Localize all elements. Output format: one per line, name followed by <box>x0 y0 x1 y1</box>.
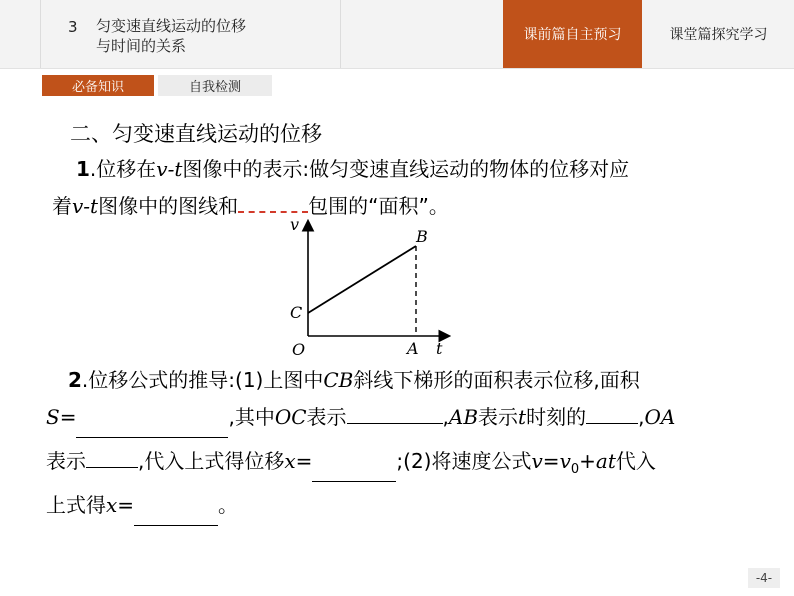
point-c-label: C <box>290 303 303 322</box>
answer-blank-x2[interactable] <box>134 503 218 526</box>
item2-text: = <box>295 449 313 473</box>
item2-text: 。 <box>218 493 239 517</box>
lesson-title-line1: 匀变速直线运动的位移 <box>96 17 247 35</box>
section-heading: 二、匀变速直线运动的位移 <box>70 122 322 146</box>
vt-label: v-t <box>156 157 183 181</box>
answer-blank-area[interactable] <box>76 415 228 438</box>
item1-text: 图像中的图线和 <box>98 194 239 218</box>
v-symbol: v <box>531 449 543 473</box>
item2-text: ,代入上式得位移 <box>138 449 285 473</box>
item1-number: 1 <box>76 157 90 181</box>
subtab-self-check[interactable]: 自我检测 <box>158 75 272 96</box>
s-symbol: S <box>46 405 60 429</box>
lesson-number: 3 <box>68 18 78 36</box>
v0-symbol: v <box>559 449 571 473</box>
t-symbol: t <box>518 405 527 429</box>
at-symbol: at <box>595 449 616 473</box>
item2-line2 <box>46 401 675 432</box>
page-number: -4- <box>748 568 780 588</box>
item2-text: + <box>579 449 596 473</box>
item1-text: 包围的“面积”。 <box>308 194 449 218</box>
item1-text: 图像中的表示:做匀变速直线运动的物体的位移对应 <box>182 157 630 181</box>
point-b-label: B <box>416 227 428 246</box>
answer-blank-ab[interactable] <box>586 401 638 424</box>
item2-line1 <box>68 365 640 395</box>
item2-text: 表示 <box>46 449 86 473</box>
item2-text: , <box>442 405 449 429</box>
lesson-title <box>96 16 336 56</box>
item2-text: = <box>542 449 560 473</box>
line-cb <box>308 246 416 313</box>
v0-subscript: 0 <box>570 462 580 477</box>
lesson-title-line2: 与时间的关系 <box>96 37 187 55</box>
x-symbol: x <box>284 449 296 473</box>
x-symbol: x <box>106 493 118 517</box>
subtab-essential-knowledge[interactable]: 必备知识 <box>42 75 154 96</box>
item2-text: ;(2)将速度公式 <box>396 449 532 473</box>
item2-text: 表示 <box>306 405 347 429</box>
item2-text: 表示 <box>478 405 519 429</box>
oc-label: OC <box>274 405 307 429</box>
item2-text: 上式得 <box>46 493 106 517</box>
cb-label: CB <box>323 368 354 392</box>
item1-line1 <box>76 154 629 184</box>
item2-number: 2 <box>68 368 82 392</box>
oa-label: OA <box>644 405 676 429</box>
item2-text: 时刻的 <box>526 405 587 429</box>
item2-line4 <box>46 489 238 520</box>
answer-blank-axis[interactable] <box>238 189 308 213</box>
v-axis-label: v <box>290 218 300 234</box>
ab-label: AB <box>448 405 479 429</box>
vt-graph <box>276 218 456 358</box>
item1-text: 着 <box>52 194 72 218</box>
origin-label: O <box>292 340 306 358</box>
answer-blank-x1[interactable] <box>312 459 396 482</box>
item2-text: ,其中 <box>228 405 275 429</box>
item2-text: = <box>117 493 135 517</box>
answer-blank-oa[interactable] <box>86 445 138 468</box>
header-divider <box>40 0 41 68</box>
item2-text: .位移公式的推导:(1)上图中 <box>81 368 324 392</box>
t-axis-label: t <box>436 339 443 358</box>
point-a-label: A <box>407 339 419 358</box>
item2-text: , <box>638 405 645 429</box>
answer-blank-oc[interactable] <box>347 401 443 424</box>
item1-text: 位移在 <box>96 157 157 181</box>
header-divider <box>340 0 341 68</box>
item2-line3 <box>46 445 656 485</box>
vt-label: v-t <box>72 194 99 218</box>
item2-text: 代入 <box>615 449 656 473</box>
item1-line2 <box>52 189 449 221</box>
item1-dot: . <box>89 157 97 181</box>
tab-classroom[interactable]: 课堂篇探究学习 <box>669 27 768 43</box>
header-bar <box>0 0 794 69</box>
tab-preview[interactable]: 课前篇自主预习 <box>503 0 642 68</box>
item2-text: 斜线下梯形的面积表示位移,面积 <box>353 368 640 392</box>
item2-text: = <box>59 405 77 429</box>
